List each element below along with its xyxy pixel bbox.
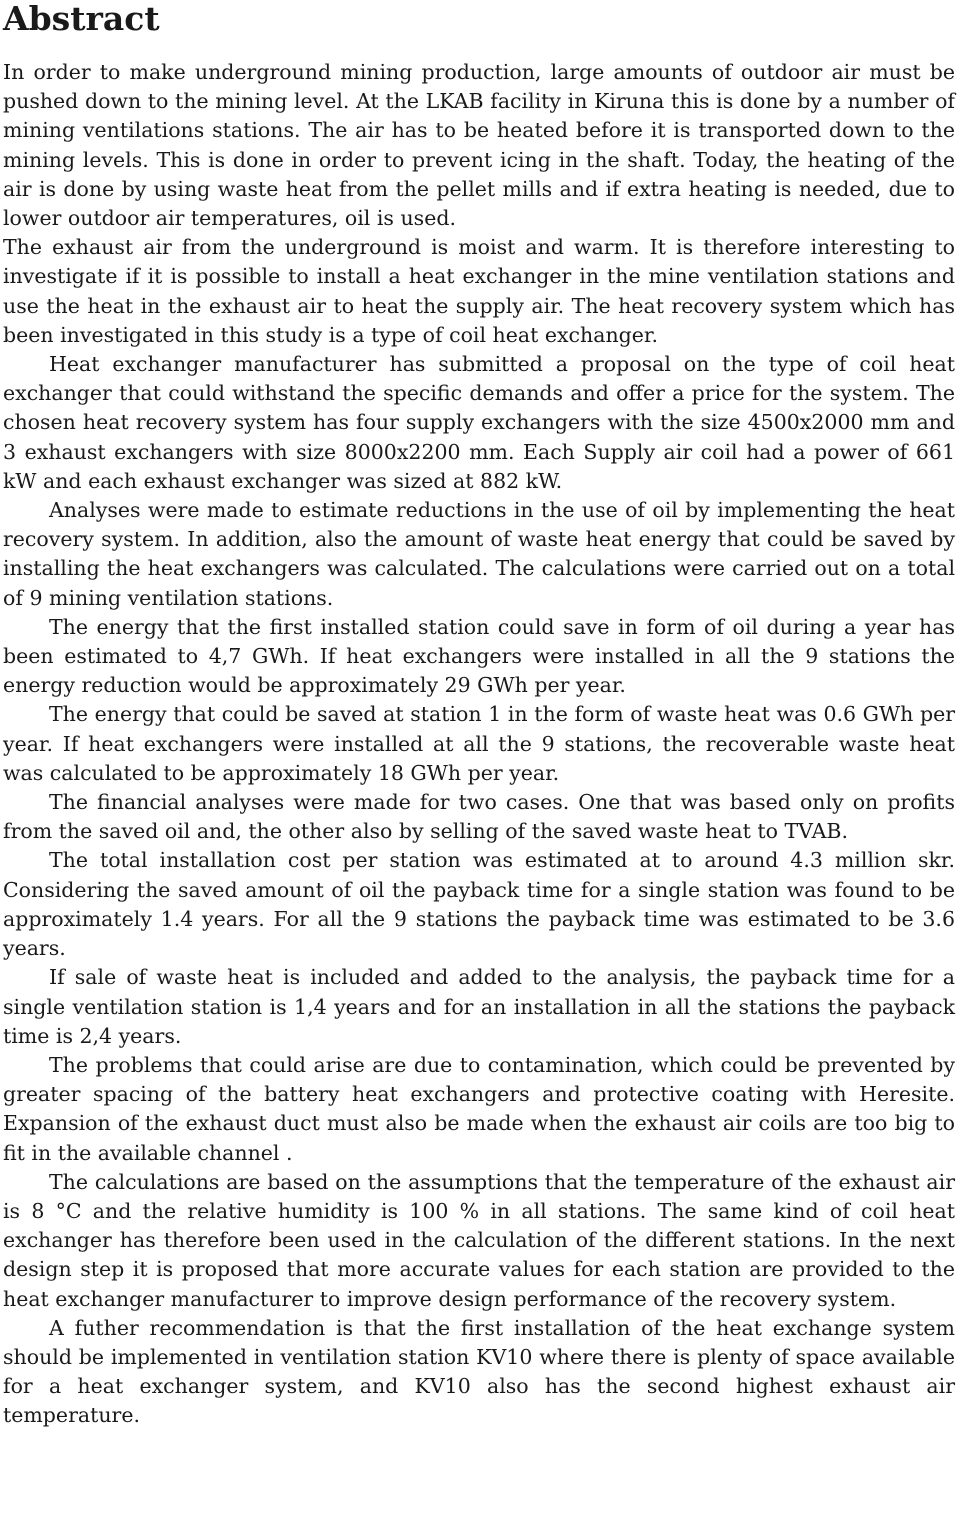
paragraph-11: The calculations are based on the assumptions that the temperature of the exhaust air is 8 °C and the relative humidity is 100 % in all stations. The same kind of coil heat exchanger has therefore been used in the calculation of the different stations. In the next design step it is proposed that more accurate values for each station are provided to the heat exchanger manufacturer to improve design performance of the recovery system. (3, 1169, 955, 1311)
paragraph-12: A futher recommendation is that the first installation of the heat exchange system should be implemented in ventilation station KV10 where there is plenty of space available for a heat exchanger system, and KV10 also has the second highest exhaust air temperature. (3, 1315, 955, 1428)
paragraph-7: The financial analyses were made for two cases. One that was based only on profits from the saved oil and, the other also by selling of the saved waste heat to TVAB. (3, 790, 955, 844)
paragraph-4: Analyses were made to estimate reductions in the use of oil by implementing the heat recovery system. In addition, also the amount of waste heat energy that could be saved by installing the heat exchangers was calculated. The calculations were carried out on a total of 9 mining ventilation stations. (3, 498, 955, 610)
paragraph-8: The total installation cost per station was estimated at to around 4.3 million skr. Considering the saved amount of oil the payback time for a single station was found to be approximately 1.4 years. For all the 9 stations the payback time was estimated to be 3.6 years. (3, 848, 955, 961)
paragraph-2: The exhaust air from the underground is moist and warm. It is therefore interesting to investigate if it is possible to install a heat exchanger in the mine ventilation stations and use the heat in the exhaust air to heat the supply air. The heat recovery system which has been investigated in this study is a type of coil heat exchanger. (3, 235, 955, 347)
paragraph-5: The energy that the first installed station could save in form of oil during a year has been estimated to 4,7 GWh. If heat exchangers were installed in all the 9 stations the energy reduction would be approximately 29 GWh per year. (3, 614, 955, 698)
document-page (3, 0, 955, 1431)
section-title: Abstract (3, 0, 160, 38)
paragraph-10: The problems that could arise are due to contamination, which could be prevented by greater spacing of the battery heat exchangers and protective coating with Heresite. Expansion of the exhaust duct must also be made when the exhaust air coils are too big to fit in the available channel . (3, 1052, 955, 1165)
paragraph-6: The energy that could be saved at station 1 in the form of waste heat was 0.6 GWh per year. If heat exchangers were installed at all the 9 stations, the recoverable waste heat was calculated to be approximately 18 GWh per year. (3, 702, 955, 785)
paragraph-3: Heat exchanger manufacturer has submitted a proposal on the type of coil heat exchanger that could withstand the specific demands and offer a price for the system. The chosen heat recovery system has four supply exchangers with the size 4500x2000 mm and 3 exhaust exchangers with size 8000x2200 mm. Each Supply air coil had a power of 661 kW and each exhaust exchanger was sized at 882 kW. (3, 352, 955, 493)
paragraph-9: If sale of waste heat is included and added to the analysis, the payback time for a single ventilation station is 1,4 years and for an installation in all the stations the payback time is 2,4 years. (3, 965, 955, 1048)
abstract-body (3, 58, 955, 1431)
paragraph-1: In order to make underground mining production, large amounts of outdoor air must be pushed down to the mining level. At the LKAB facility in Kiruna this is done by a number of mining ventilations stations. The air has to be heated before it is transported down to the mining levels. This is done in order to prevent icing in the shaft. Today, the heating of the air is done by using waste heat from the pellet mills and if extra heating is needed, due to lower outdoor air temperatures, oil is used. (3, 60, 955, 231)
